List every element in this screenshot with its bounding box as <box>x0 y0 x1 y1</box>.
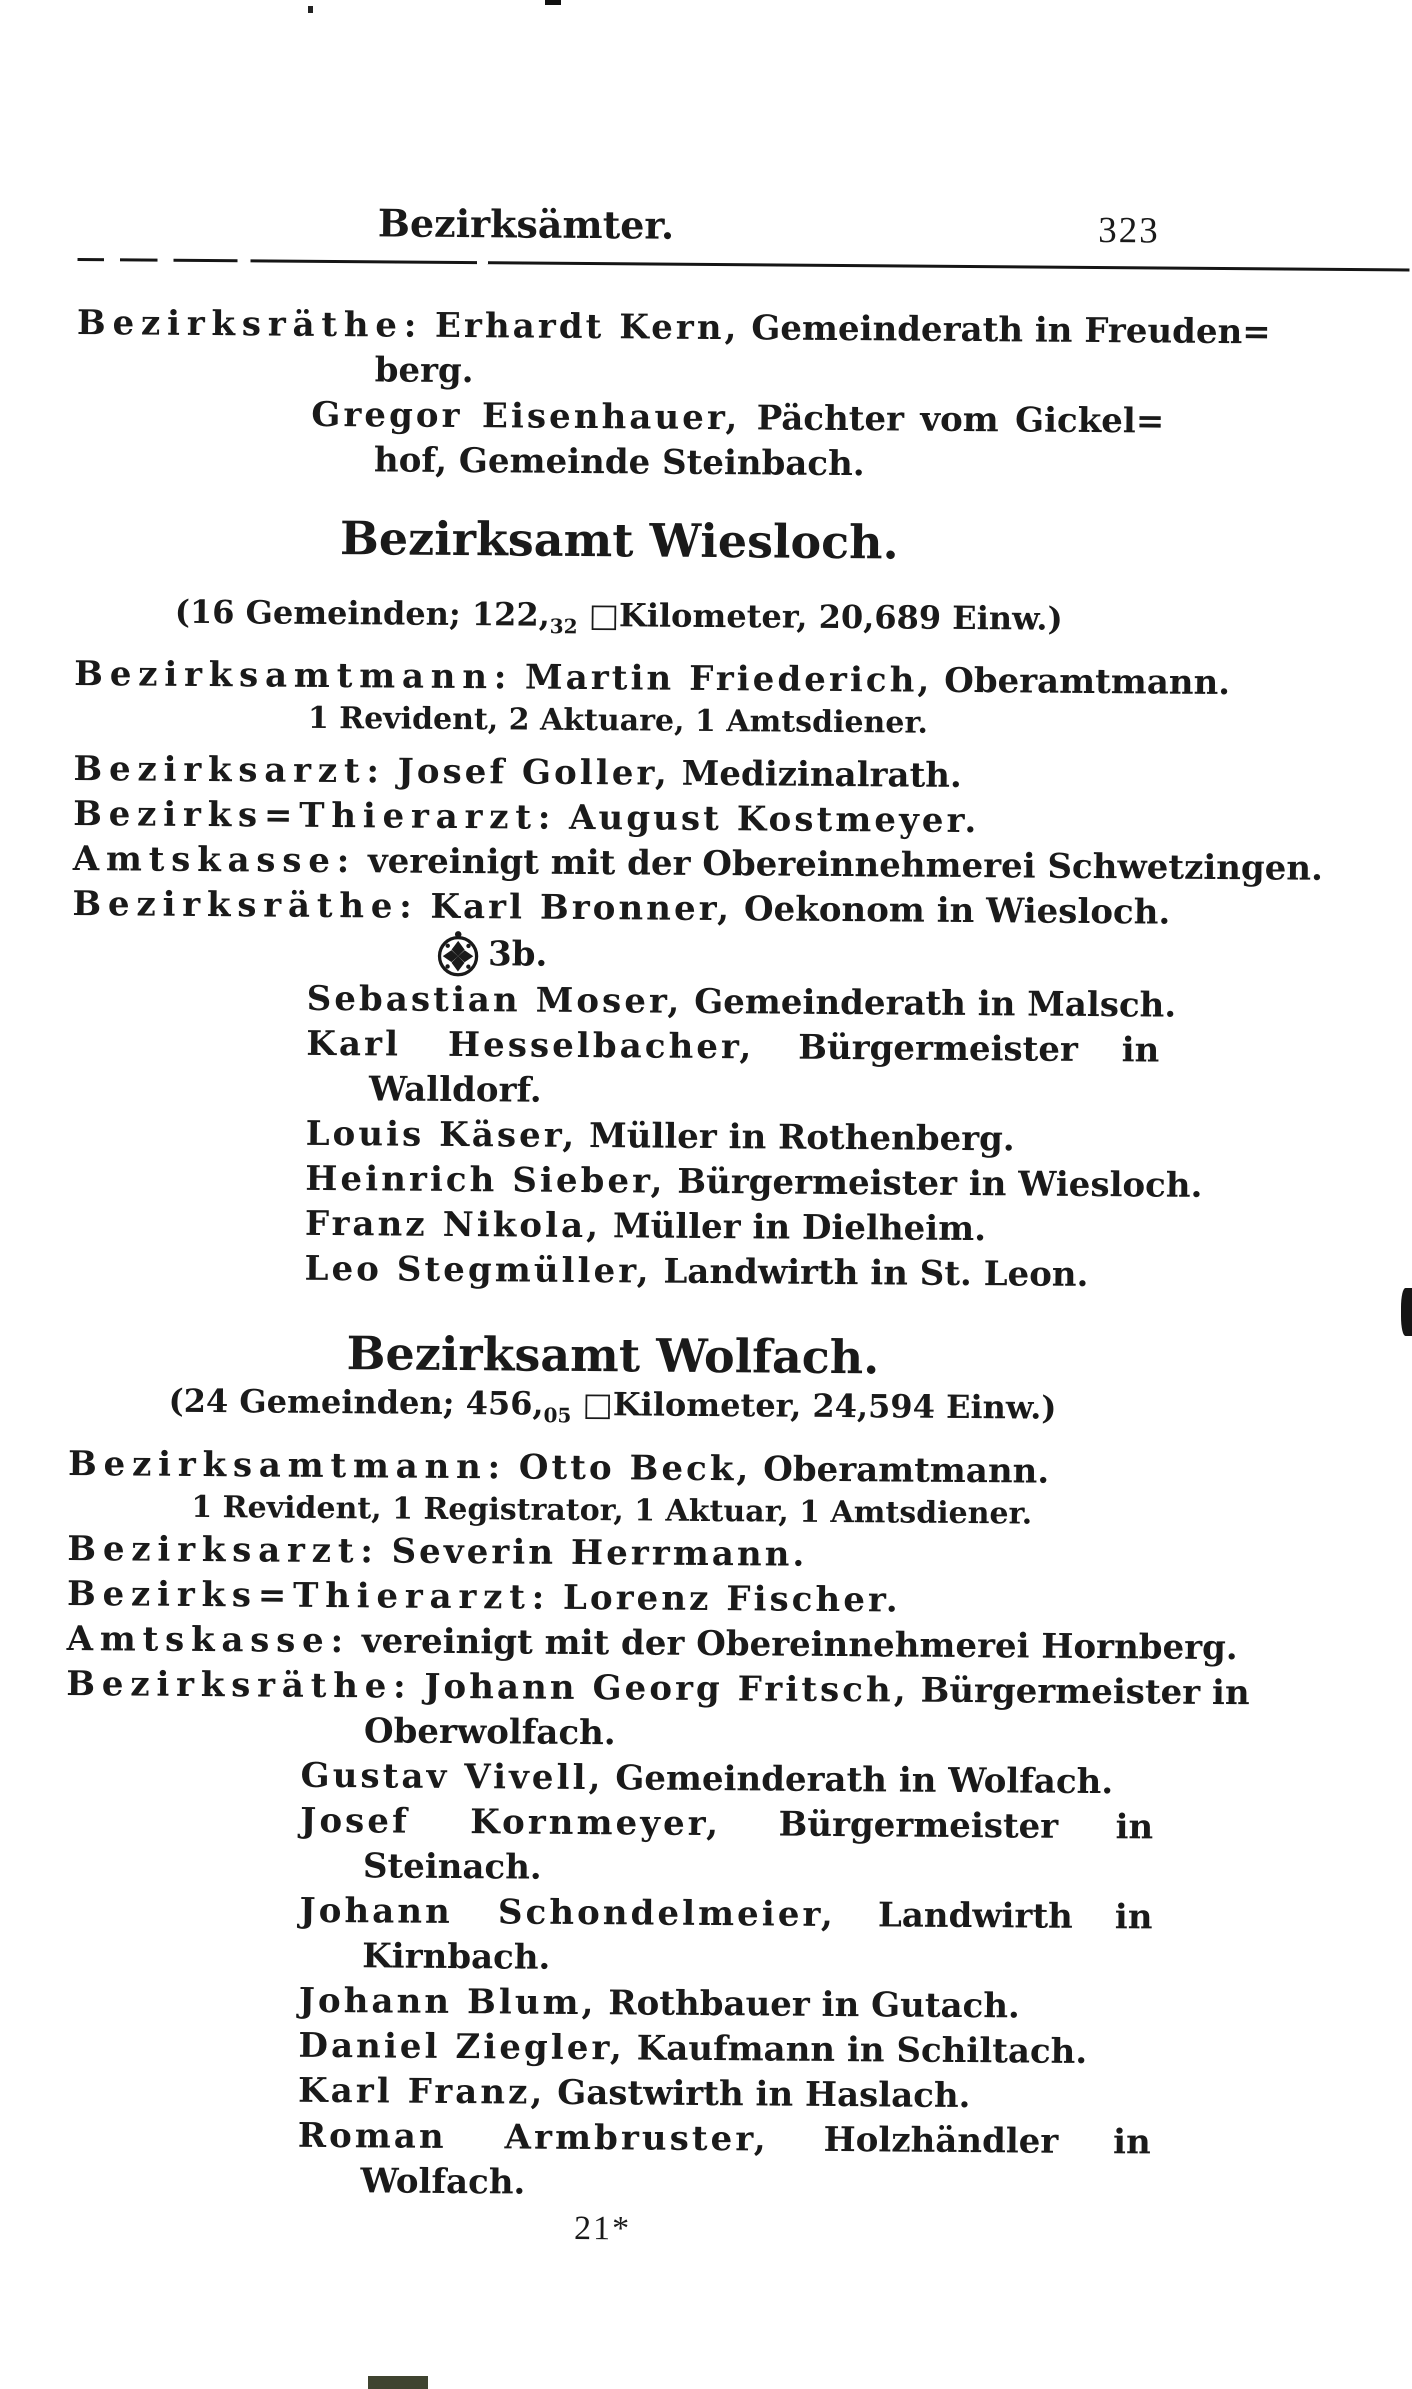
continuation-text: Steinach. <box>362 1846 542 1888</box>
staff-note: 1 Revident, 1 Registrator, 1 Aktuar, 1 Amtsdiener. <box>191 1489 1033 1532</box>
stats-text: (16 Gemeinden; 122, <box>174 592 550 634</box>
person-name: Martin Friederich, <box>524 657 933 702</box>
continuation-text: Walldorf. <box>368 1069 542 1112</box>
person-name: Louis Käser, <box>305 1114 578 1157</box>
person-role: Oberamtmann. <box>944 661 1231 704</box>
person-role: Rothbauer in Gutach. <box>608 1983 1021 2027</box>
person-role: Bürgermeister in Wiesloch. <box>677 1162 1203 1207</box>
office-label: Bezirksarzt: <box>73 749 386 792</box>
person-name: Josef Goller, <box>397 751 671 795</box>
header-rule <box>78 258 1410 271</box>
continuation-text: Oberwolfach. <box>363 1711 616 1754</box>
section-heading-wiesloch: Bezirksamt Wiesloch. <box>339 511 899 570</box>
person-name: Karl Bronner, <box>430 887 733 930</box>
office-label: Amtskasse: <box>66 1618 351 1661</box>
person-name: Franz Nikola, <box>304 1204 602 1247</box>
intro-entry-line <box>76 301 1271 355</box>
person-name: Gregor Eisenhauer, <box>311 394 741 439</box>
office-label: Bezirksräthe: <box>72 884 419 928</box>
continuation-text: Wolfach. <box>360 2161 526 2203</box>
area-subscript: 05 <box>543 1403 572 1428</box>
district-stats <box>68 1380 1156 1440</box>
sheet-signature-3b: 3b. <box>487 934 548 975</box>
person-name: Leo Stegmüller, <box>304 1249 652 1292</box>
office-note: vereinigt mit der Obereinnehmerei Schwetzingen. <box>367 841 1324 890</box>
person-role: Landwirth in St. Leon. <box>663 1252 1089 1296</box>
entry-continuation <box>76 436 1164 490</box>
office-label: Bezirksamtmann: <box>74 654 514 698</box>
person-name: Johann Georg Fritsch, <box>424 1666 909 1711</box>
sheet-signature-21: 21* <box>573 2209 632 2248</box>
person-role: Müller in Dielheim. <box>612 1206 987 1250</box>
person-role: Bürgermeister in <box>920 1670 1250 1714</box>
official-entry-line <box>74 652 1231 706</box>
person-role: Medizinalrath. <box>681 754 962 797</box>
officials-entry-line <box>72 882 1171 936</box>
stats-text: □Kilometer, 24,594 Einw.) <box>571 1385 1057 1428</box>
person-role: Gastwirth in Haslach. <box>557 2072 971 2116</box>
officials-entry-line <box>66 1662 1250 1716</box>
person-name: Erhardt Kern, <box>434 305 740 349</box>
office-label: Bezirks=Thierarzt: <box>66 1573 552 1618</box>
office-label: Bezirksarzt: <box>67 1528 380 1572</box>
person-role: Oekonom in Wiesloch. <box>743 889 1171 933</box>
page-content <box>62 198 1324 2255</box>
person-role: Bürgermeister in <box>798 1028 1160 1071</box>
person-name: Karl Franz, <box>297 2070 546 2113</box>
district-stats <box>75 591 1163 651</box>
person-name: Gustav Vivell, <box>300 1755 604 1798</box>
person-name: Johann Blum, <box>298 1980 597 2023</box>
office-label: Bezirks=Thierarzt: <box>73 794 558 839</box>
person-role: Oberamtmann. <box>763 1449 1050 1492</box>
continuation-text: berg. <box>374 350 474 392</box>
person-role: Gemeinderath in Malsch. <box>694 982 1177 1027</box>
office-label: Bezirksräthe: <box>66 1663 413 1707</box>
section-heading-wolfach: Bezirksamt Wolfach. <box>346 1326 880 1385</box>
person-role: Bürgermeister in <box>778 1804 1154 1848</box>
official-entry-line <box>69 1245 1157 1299</box>
person-name: Otto Beck, <box>518 1447 752 1490</box>
person-name: Severin Herrmann. <box>391 1531 808 1575</box>
office-label: Amtskasse: <box>72 839 357 882</box>
person-name: Roman Armbruster, <box>297 2115 769 2160</box>
continuation-text: Kirnbach. <box>362 1936 551 1978</box>
page-number: 323 <box>1098 210 1160 252</box>
stats-text: □Kilometer, 20,689 Einw.) <box>577 595 1063 638</box>
person-name: Karl Hesselbacher, <box>306 1024 755 1068</box>
person-role: Landwirth in <box>877 1895 1153 1938</box>
running-header <box>78 198 1166 257</box>
person-name: Heinrich Sieber, <box>305 1159 666 1203</box>
area-subscript: 32 <box>549 614 578 639</box>
sheet-signature-row <box>72 927 1160 984</box>
person-name: Josef Kornmeyer, <box>300 1800 722 1844</box>
person-name: Lorenz Fischer. <box>562 1577 901 1621</box>
office-label: Bezirksamtmann: <box>67 1443 508 1488</box>
person-role: Pächter vom Gickel= <box>756 398 1165 442</box>
running-header-title: Bezirksämter. <box>377 200 675 248</box>
staff-note: 1 Revident, 2 Aktuare, 1 Amtsdiener. <box>307 701 929 742</box>
stamp-ornament-icon <box>434 930 482 978</box>
person-role: Kaufmann in Schiltach. <box>636 2028 1088 2072</box>
continuation-text: hof, Gemeinde Steinbach. <box>373 440 865 485</box>
person-role: Holzhändler in <box>823 2119 1151 2163</box>
person-name: August Kostmeyer. <box>568 798 980 842</box>
scan-speck-top <box>308 6 313 13</box>
stats-text: (24 Gemeinden; 456, <box>168 1382 544 1424</box>
scan-speck-top-right <box>545 0 561 5</box>
person-name: Sebastian Moser, <box>306 979 683 1023</box>
scan-mark-right-edge <box>1401 1288 1412 1336</box>
person-role: Gemeinderath in Freuden= <box>751 308 1271 353</box>
office-note: vereinigt mit der Obereinnehmerei Hornberg. <box>361 1621 1238 1668</box>
person-role: Gemeinderath in Wolfach. <box>615 1758 1114 1802</box>
person-name: Johann Schondelmeier, <box>299 1890 837 1935</box>
person-role: Müller in Rothenberg. <box>588 1116 1015 1160</box>
office-label: Bezirksräthe: <box>76 302 424 346</box>
scan-mark-bottom <box>368 2376 428 2389</box>
person-name: Daniel Ziegler, <box>298 2025 626 2069</box>
